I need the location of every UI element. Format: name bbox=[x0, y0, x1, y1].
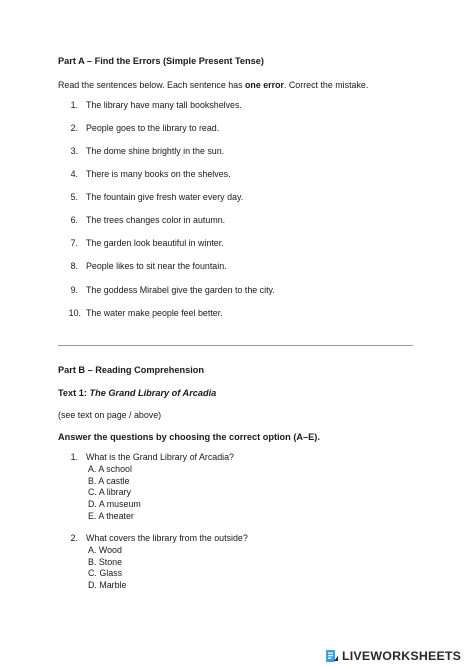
liveworksheets-logo-icon bbox=[325, 649, 339, 663]
option-a[interactable]: A. Wood bbox=[88, 545, 122, 555]
item-text: The trees changes color in autumn. bbox=[86, 215, 226, 225]
text-label: Text 1: bbox=[58, 388, 90, 398]
item-number: 3. bbox=[70, 146, 78, 156]
item-number: 5. bbox=[70, 192, 78, 202]
item-text: There is many books on the shelves. bbox=[86, 169, 231, 179]
item-number: 4. bbox=[70, 169, 78, 179]
item-text: The fountain give fresh water every day. bbox=[86, 192, 244, 202]
item-text: People goes to the library to read. bbox=[86, 123, 220, 133]
item-number: 9. bbox=[70, 285, 78, 295]
liveworksheets-logo bbox=[325, 648, 461, 664]
item-text: People likes to sit near the fountain. bbox=[86, 261, 227, 271]
question-number: 2. bbox=[70, 533, 78, 543]
item-number: 8. bbox=[70, 261, 78, 271]
see-text-note: (see text on page / above) bbox=[58, 410, 162, 420]
item-text: The library have many tall bookshelves. bbox=[86, 100, 242, 110]
text-title: The Grand Library of Arcadia bbox=[89, 388, 217, 398]
option-b[interactable]: B. Stone bbox=[88, 557, 123, 567]
instruction-pre: Read the sentences below. Each sentence has bbox=[58, 80, 245, 90]
option-e[interactable]: E. A theater bbox=[88, 511, 134, 521]
part-b-instruction: Answer the questions by choosing the correct option (A–E). bbox=[58, 432, 320, 442]
item-number: 7. bbox=[70, 238, 78, 248]
part-a-instruction bbox=[58, 80, 368, 90]
item-text: The dome shine brightly in the sun. bbox=[86, 146, 225, 156]
instruction-post: . Correct the mistake. bbox=[283, 80, 369, 90]
item-number: 1. bbox=[70, 100, 78, 110]
option-c[interactable]: C. A library bbox=[88, 487, 131, 497]
item-number: 6. bbox=[70, 215, 78, 225]
option-a[interactable]: A. A school bbox=[88, 464, 132, 474]
logo-text: LIVEWORKSHEETS bbox=[342, 649, 462, 663]
section-divider bbox=[58, 345, 413, 346]
item-text: The goddess Mirabel give the garden to the city. bbox=[86, 285, 275, 295]
option-b[interactable]: B. A castle bbox=[88, 476, 130, 486]
item-number: 2. bbox=[70, 123, 78, 133]
instruction-bold: one error bbox=[245, 80, 284, 90]
option-d[interactable]: D. A museum bbox=[88, 499, 141, 509]
option-c[interactable]: C. Glass bbox=[88, 568, 123, 578]
part-b-title: Part B – Reading Comprehension bbox=[58, 365, 205, 375]
question-text: What is the Grand Library of Arcadia? bbox=[86, 452, 234, 462]
question-number: 1. bbox=[70, 452, 78, 462]
item-text: The garden look beautiful in winter. bbox=[86, 238, 224, 248]
text-heading bbox=[58, 388, 216, 398]
item-number: 10. bbox=[68, 308, 81, 318]
option-d[interactable]: D. Marble bbox=[88, 580, 127, 590]
question-text: What covers the library from the outside? bbox=[86, 533, 248, 543]
part-a-title: Part A – Find the Errors (Simple Present Tense) bbox=[58, 56, 264, 66]
item-text: The water make people feel better. bbox=[86, 308, 223, 318]
